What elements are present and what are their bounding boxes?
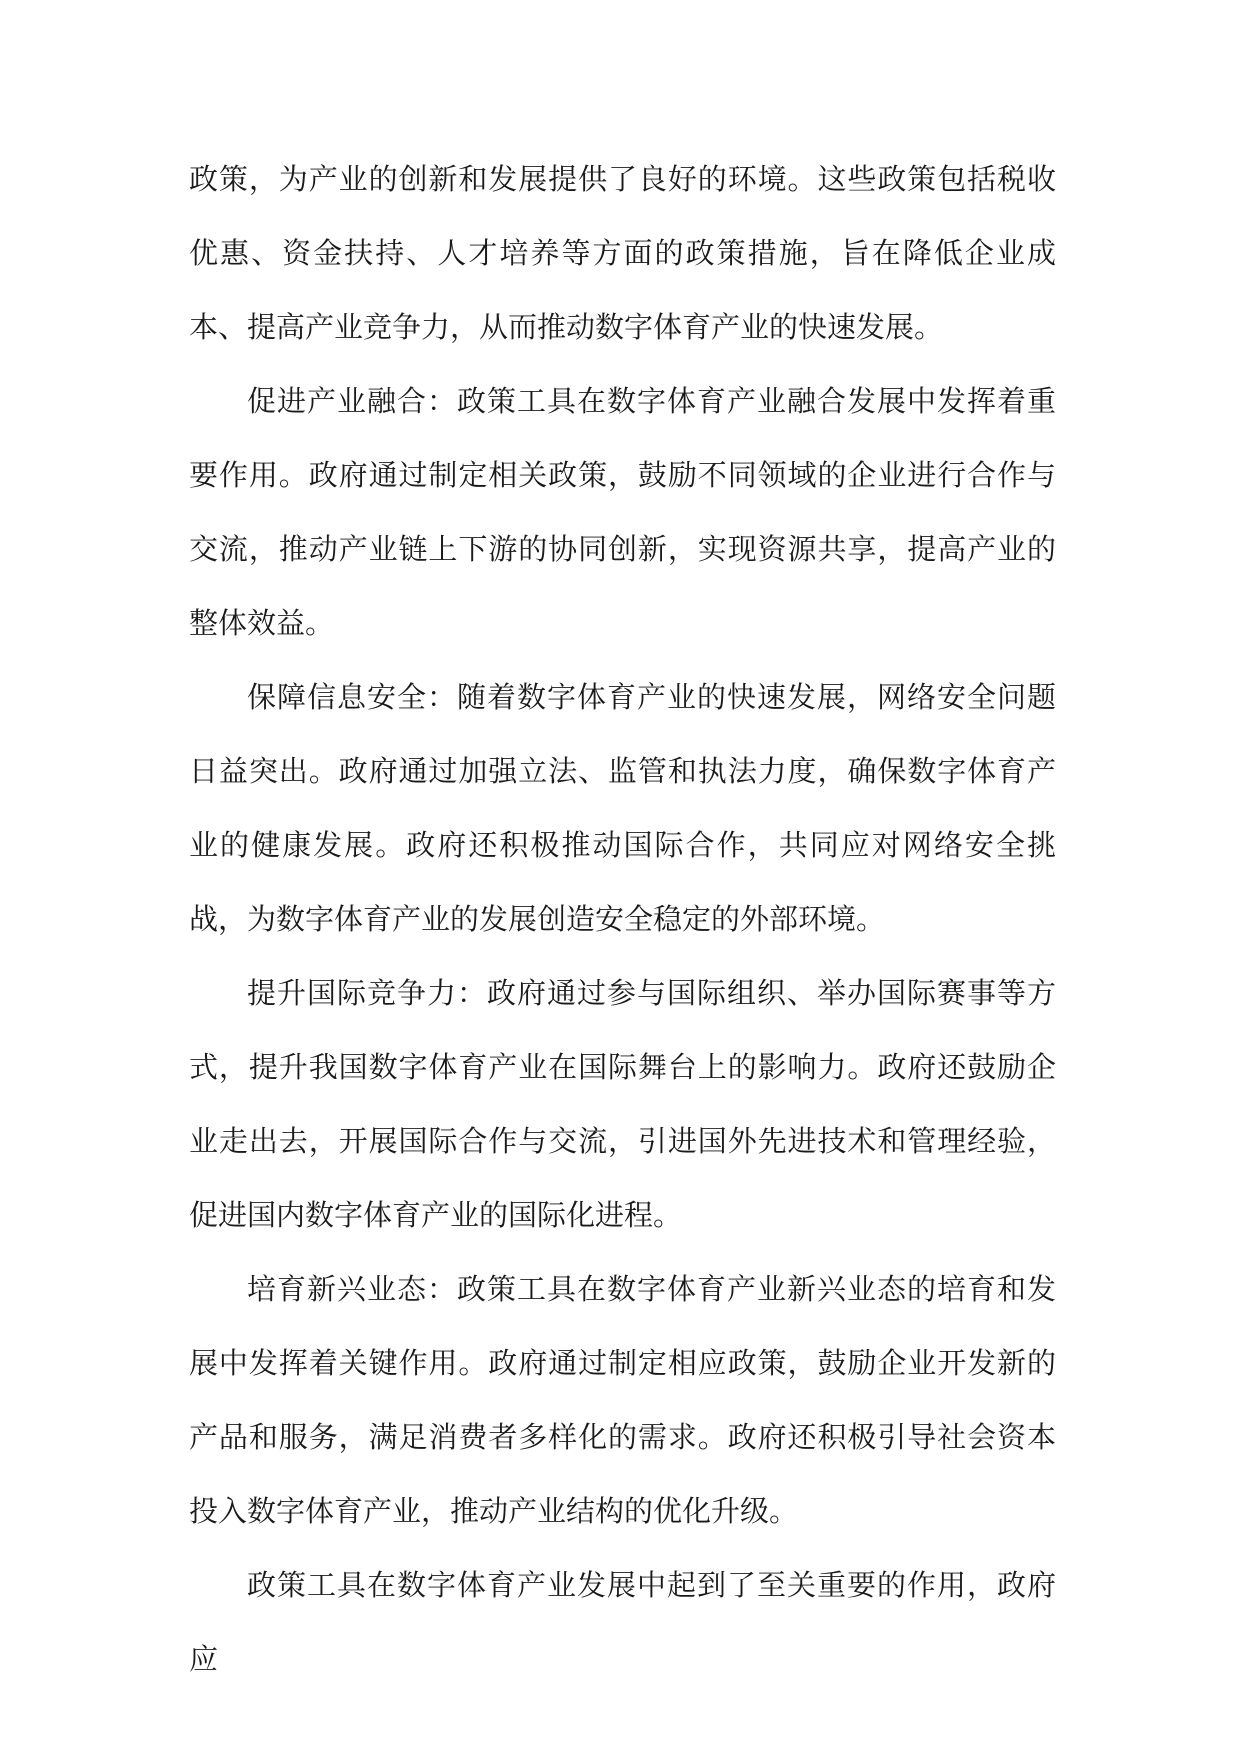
paragraph-information-security: 保障信息安全：随着数字体育产业的快速发展，网络安全问题日益突出。政府通过加强立法、监管和执法力度，确保数字体育产业的健康发展。政府还积极推动国际合作，共同应对网络安全挑战，为数字体育产业的发展创造安全稳定的外部环境。 [189, 680, 1056, 936]
document-body [189, 142, 1056, 1696]
paragraph-industry-integration: 促进产业融合：政策工具在数字体育产业融合发展中发挥着重要作用。政府通过制定相关政策，鼓励不同领域的企业进行合作与交流，推动产业链上下游的协同创新，实现资源共享，提高产业的整体效益。 [189, 384, 1056, 640]
paragraph-continuation: 政策，为产业的创新和发展提供了良好的环境。这些政策包括税收优惠、资金扶持、人才培养等方面的政策措施，旨在降低企业成本、提高产业竞争力，从而推动数字体育产业的快速发展。 [189, 162, 1056, 344]
paragraph-emerging-formats: 培育新兴业态：政策工具在数字体育产业新兴业态的培育和发展中发挥着关键作用。政府通过制定相应政策，鼓励企业开发新的产品和服务，满足消费者多样化的需求。政府还积极引导社会资本投入数字体育产业，推动产业结构的优化升级。 [189, 1272, 1056, 1528]
paragraph-conclusion-start: 政策工具在数字体育产业发展中起到了至关重要的作用，政府应 [189, 1568, 1056, 1676]
paragraph-international-competitiveness: 提升国际竞争力：政府通过参与国际组织、举办国际赛事等方式，提升我国数字体育产业在国际舞台上的影响力。政府还鼓励企业走出去，开展国际合作与交流，引进国外先进技术和管理经验，促进国内数字体育产业的国际化进程。 [189, 976, 1056, 1232]
